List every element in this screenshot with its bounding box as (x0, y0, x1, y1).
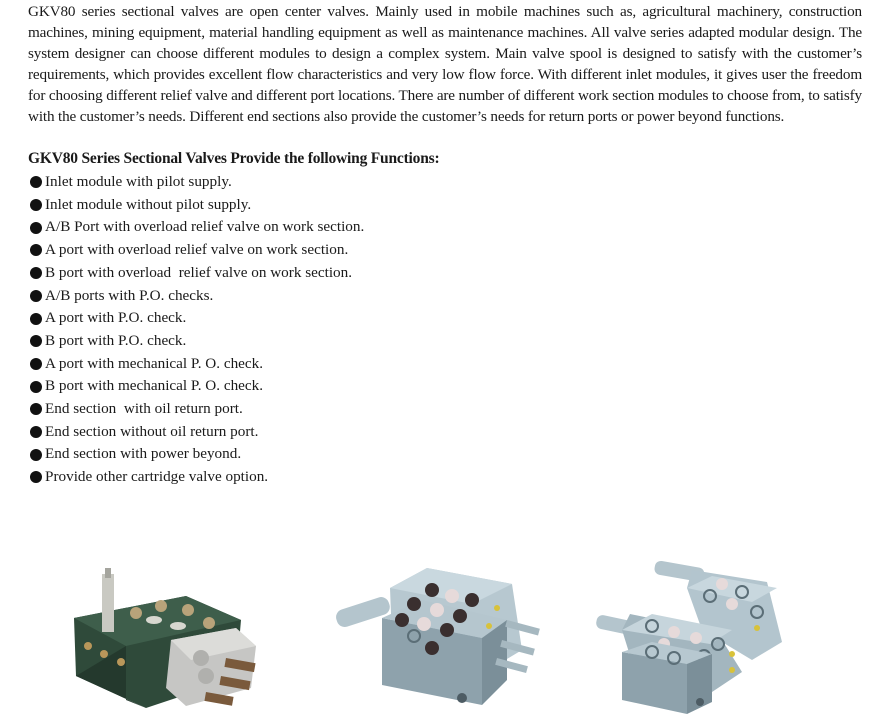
list-item: A/B Port with overload relief valve on work section. (28, 216, 364, 239)
valve-photo-green (66, 568, 276, 716)
list-item: A port with P.O. check. (28, 307, 364, 330)
functions-list (28, 171, 364, 489)
bullet-icon (30, 244, 42, 256)
bullet-icon (30, 176, 42, 188)
list-item: Inlet module with pilot supply. (28, 171, 364, 194)
valve-render-double-bank (592, 552, 804, 716)
list-item: A port with overload relief valve on work section. (28, 239, 364, 262)
bullet-icon (30, 449, 42, 461)
list-item: A port with mechanical P. O. check. (28, 353, 364, 376)
intro-paragraph: GKV80 series sectional valves are open center valves. Mainly used in mobile machines such as, agricultural machinery, construction machines, mining equipment, material handling equipment as well as maintenance machines. All valve series adapted modular design. The system designer can choose different modules to design a complex system. Main valve spool is designed to satisfy with the customer’s requirements, which provides excellent flow characteristics and very low flow force. With different inlet modules, it gives user the freedom for choosing different relief valve and different port locations. There are number of different work section modules to choose from, to satisfy with the customer’s needs. Different end sections also provide the customer’s needs for return ports or power beyond functions. (28, 3, 862, 125)
bullet-icon (30, 426, 42, 438)
list-item: Provide other cartridge valve option. (28, 466, 364, 489)
valve-render-3-section (332, 560, 547, 712)
bullet-icon (30, 403, 42, 415)
bullet-icon (30, 335, 42, 347)
list-item: B port with mechanical P. O. check. (28, 375, 364, 398)
bullet-icon (30, 381, 42, 393)
bullet-icon (30, 358, 42, 370)
bullet-icon (30, 313, 42, 325)
list-item: B port with overload relief valve on work section. (28, 262, 364, 285)
bullet-icon (30, 290, 42, 302)
list-item: A/B ports with P.O. checks. (28, 285, 364, 308)
bullet-icon (30, 471, 42, 483)
bullet-icon (30, 267, 42, 279)
list-item: End section with power beyond. (28, 443, 364, 466)
list-item: B port with P.O. check. (28, 330, 364, 353)
functions-heading: GKV80 Series Sectional Valves Provide the following Functions: (28, 150, 440, 167)
list-item: End section without oil return port. (28, 421, 364, 444)
list-item: End section with oil return port. (28, 398, 364, 421)
list-item: Inlet module without pilot supply. (28, 194, 364, 217)
bullet-icon (30, 222, 42, 234)
bullet-icon (30, 199, 42, 211)
